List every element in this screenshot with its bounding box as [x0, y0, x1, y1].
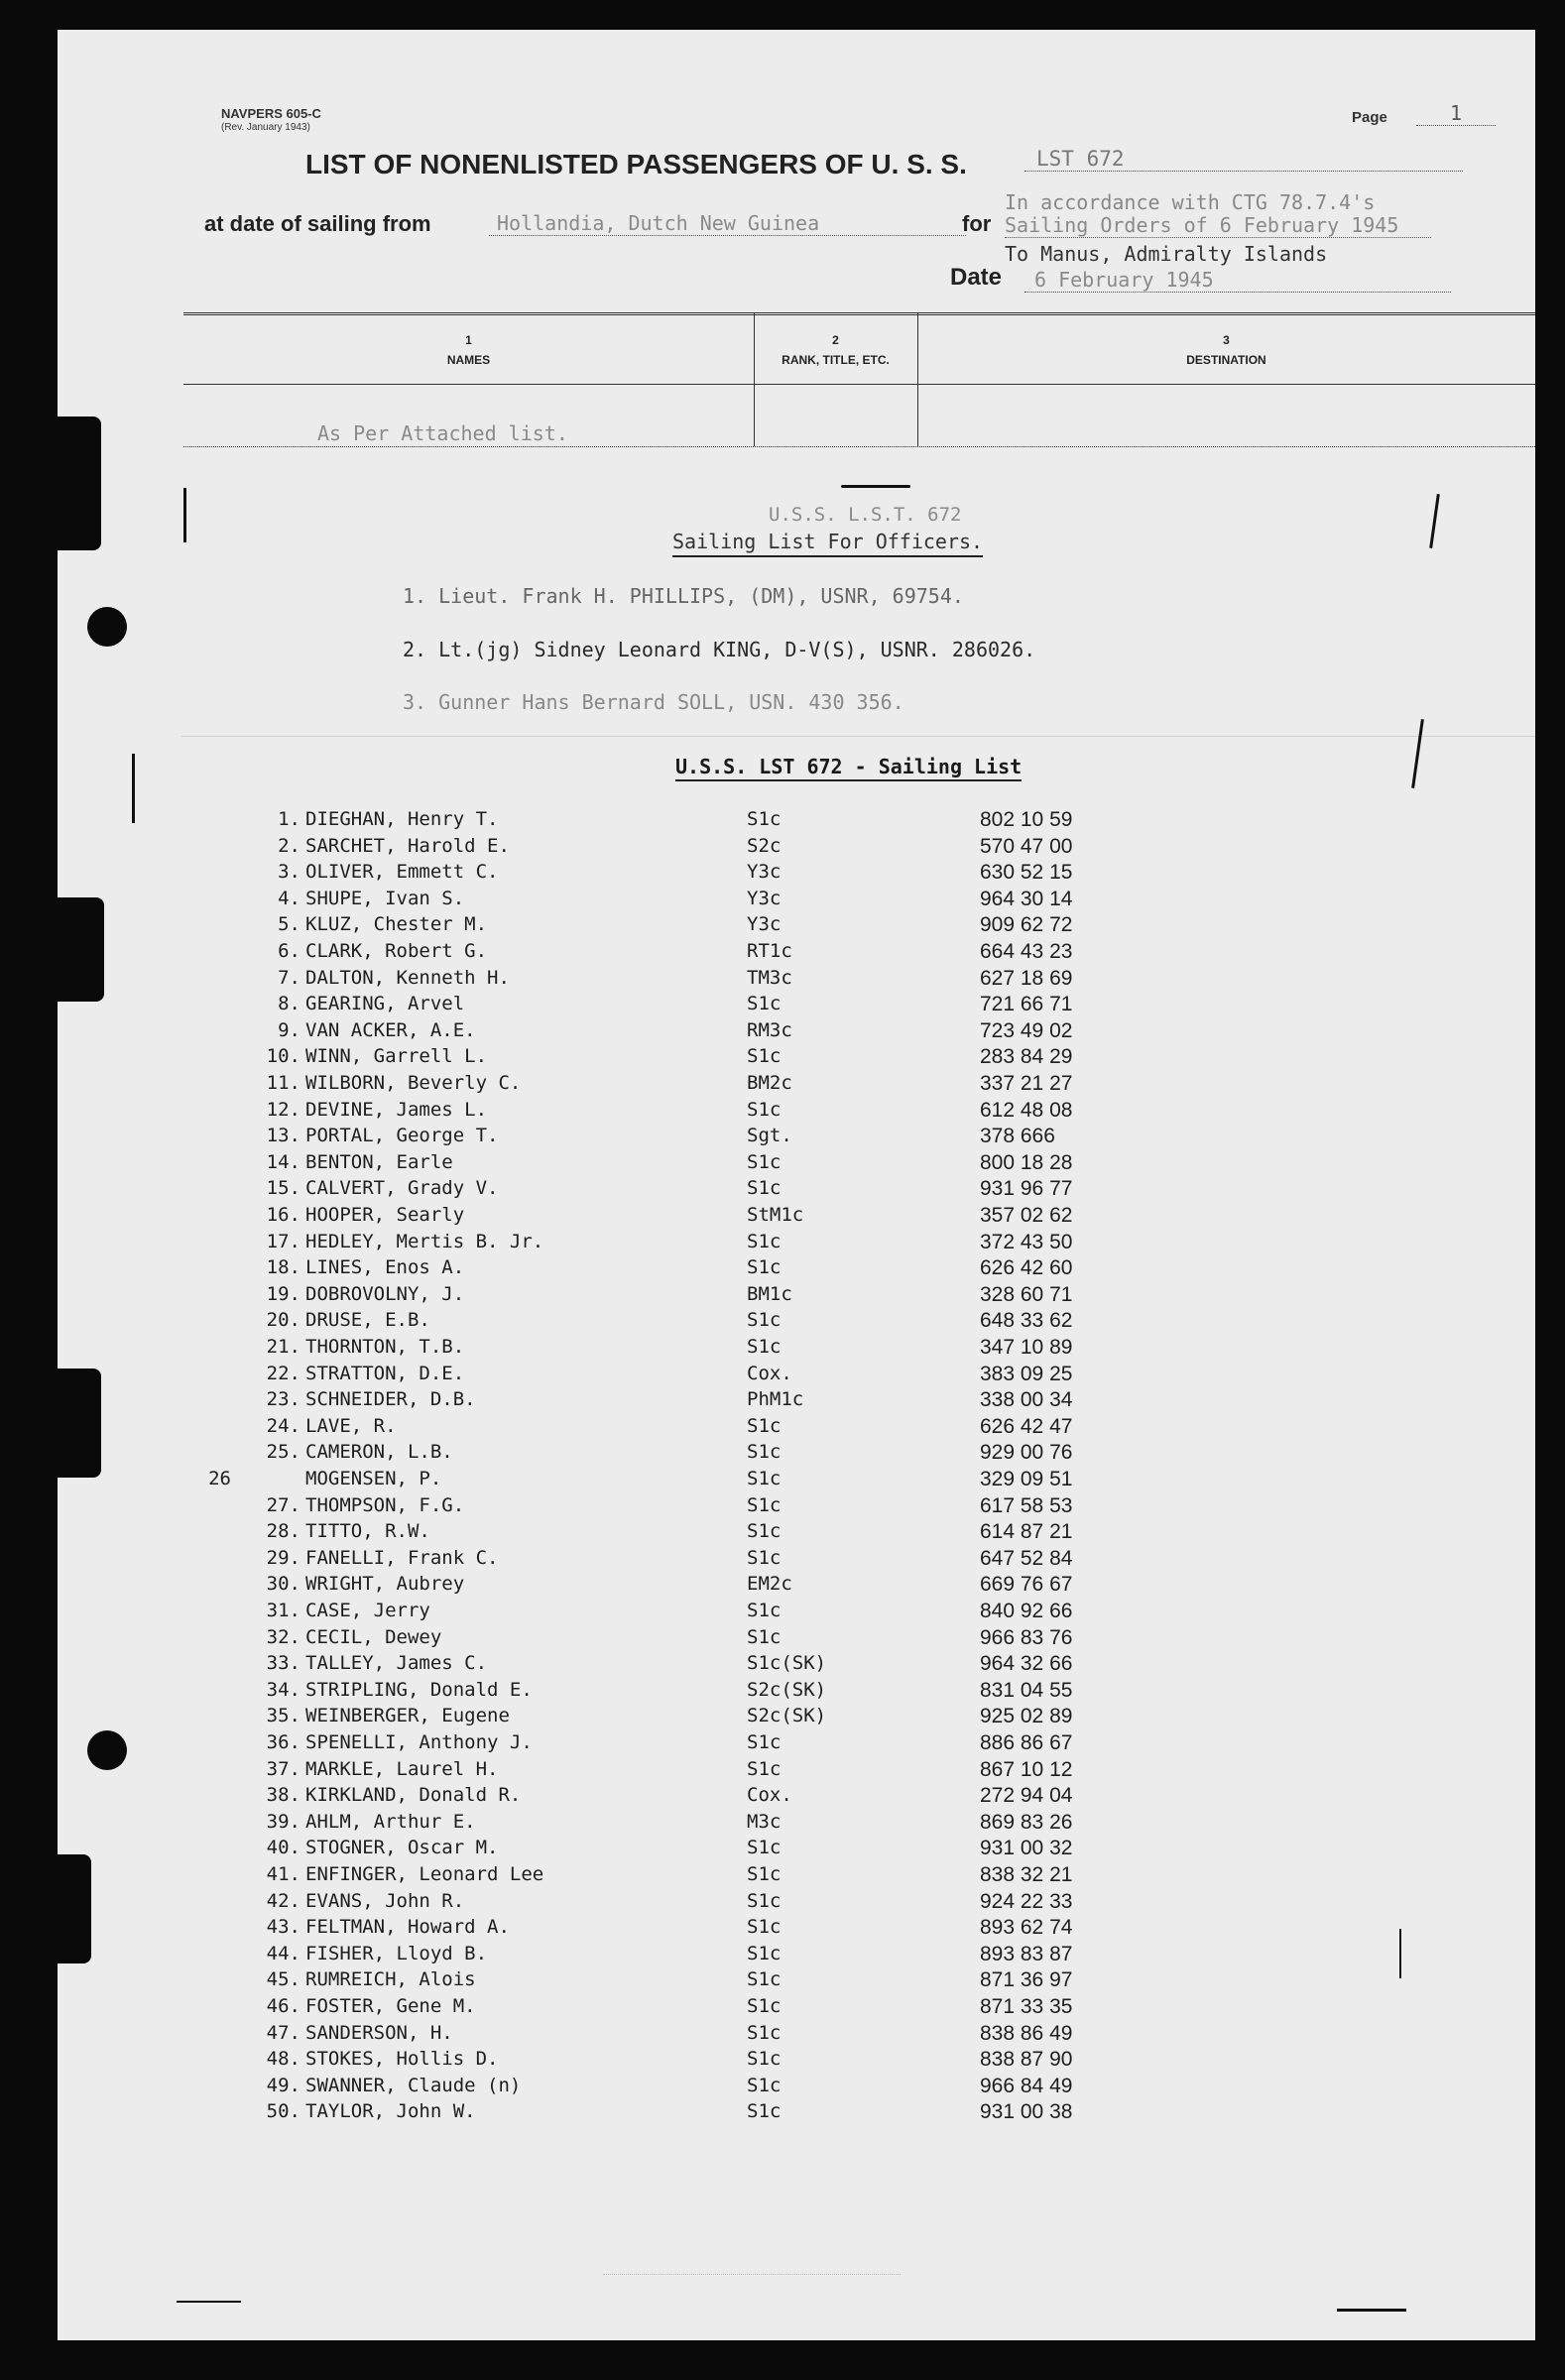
passenger-rank: RT1c — [747, 940, 792, 962]
passenger-rank: EM2c — [747, 1573, 792, 1596]
passenger-rank: S1c — [747, 1468, 782, 1489]
service-number: 964 30 14 — [980, 887, 1073, 910]
service-number: 328 60 71 — [980, 1282, 1073, 1306]
service-number: 867 10 12 — [980, 1757, 1073, 1781]
passenger-rank: TM3c — [747, 966, 792, 989]
table-row — [181, 1995, 1372, 2022]
row-number: 12. — [266, 1098, 301, 1121]
row-number: 43. — [266, 1916, 301, 1939]
row-number: 42. — [266, 1889, 301, 1912]
service-number: 886 86 67 — [980, 1731, 1073, 1754]
column-rank: 2 RANK, TITLE, ETC. — [782, 333, 890, 367]
passenger-rank: S1c — [747, 1625, 782, 1648]
row-number: 10. — [266, 1045, 301, 1068]
binder-clip — [30, 1854, 91, 1964]
passenger-rank: S1c — [747, 2074, 782, 2096]
passenger-name: KIRKLAND, Donald R. — [305, 1784, 522, 1807]
passenger-name: VAN ACKER, A.E. — [305, 1018, 476, 1041]
margin-mark — [177, 2301, 241, 2303]
passenger-name: THOMPSON, F.G. — [305, 1493, 465, 1516]
passenger-name: DALTON, Kenneth H. — [305, 966, 510, 989]
passenger-name: TAYLOR, John W. — [305, 2100, 476, 2123]
passenger-rank: Y3c — [747, 913, 782, 936]
service-number: 838 87 90 — [980, 2048, 1073, 2072]
margin-mark — [183, 488, 186, 542]
margin-mark — [841, 485, 910, 488]
passenger-rank: Sgt. — [747, 1125, 792, 1147]
row-number: 7. — [278, 966, 301, 989]
row-number: 50. — [266, 2100, 301, 2123]
passenger-rank: S1c — [747, 808, 782, 830]
for-line-1: In accordance with CTG 78.7.4's — [1005, 190, 1376, 214]
page-number: 1 — [1416, 101, 1496, 126]
service-number: 964 32 66 — [980, 1652, 1073, 1676]
passenger-rank: S2c(SK) — [747, 1678, 827, 1701]
service-number: 283 84 29 — [980, 1045, 1073, 1069]
row-number: 41. — [266, 1863, 301, 1885]
passenger-name: THORNTON, T.B. — [305, 1336, 465, 1358]
service-number: 626 42 60 — [980, 1256, 1073, 1280]
row-number: 18. — [266, 1256, 301, 1279]
passenger-rank: Y3c — [747, 861, 782, 884]
service-number: 378 666 — [980, 1125, 1055, 1148]
passenger-rank: S1c — [747, 1546, 782, 1569]
row-number: 28. — [266, 1520, 301, 1543]
table-row — [181, 1045, 1372, 1072]
passenger-rank: S2c(SK) — [747, 1705, 827, 1727]
table-row — [181, 1863, 1372, 1890]
table-row — [181, 1573, 1372, 1600]
row-number: 38. — [266, 1784, 301, 1807]
column-destination: 3 DESTINATION — [1186, 333, 1266, 367]
row-number: 37. — [266, 1757, 301, 1780]
passenger-name: DRUSE, E.B. — [305, 1309, 430, 1332]
table-row — [181, 1099, 1372, 1126]
passenger-rank: S1c(SK) — [747, 1652, 827, 1675]
passenger-rank: S1c — [747, 1837, 782, 1859]
for-label: for — [962, 211, 992, 236]
row-number: 8. — [278, 993, 301, 1015]
service-number: 338 00 34 — [980, 1388, 1073, 1412]
table-row — [181, 940, 1372, 967]
passenger-name: SPENELLI, Anthony J. — [305, 1731, 533, 1753]
service-number: 372 43 50 — [980, 1230, 1073, 1253]
table-row — [181, 861, 1372, 888]
margin-mark — [1337, 2309, 1406, 2312]
service-number: 924 22 33 — [980, 1889, 1073, 1913]
table-row — [181, 1652, 1372, 1679]
service-number: 357 02 62 — [980, 1204, 1073, 1227]
passenger-name: SWANNER, Claude (n) — [305, 2074, 522, 2096]
passenger-name: WRIGHT, Aubrey — [305, 1573, 465, 1596]
row-number: 29. — [266, 1546, 301, 1569]
table-row — [181, 1177, 1372, 1204]
passenger-name: RUMREICH, Alois — [305, 1968, 476, 1991]
service-number: 838 32 21 — [980, 1863, 1073, 1886]
passenger-rank: RM3c — [747, 1018, 792, 1041]
table-row — [181, 1151, 1372, 1178]
service-number: 871 33 35 — [980, 1995, 1073, 2018]
table-row — [181, 1784, 1372, 1811]
passenger-rank: S1c — [747, 1256, 782, 1279]
service-number: 931 96 77 — [980, 1177, 1073, 1201]
service-number: 723 49 02 — [980, 1018, 1073, 1042]
table-row — [181, 1468, 1372, 1494]
passenger-rank: S1c — [747, 1968, 782, 1991]
binder-clip — [30, 1368, 101, 1478]
table-row — [181, 1600, 1372, 1626]
passenger-name: FISHER, Lloyd B. — [305, 1942, 488, 1964]
passenger-name: CLARK, Robert G. — [305, 940, 488, 962]
table-row — [181, 1441, 1372, 1468]
date-value: 6 February 1945 — [1024, 268, 1451, 293]
officer-item-3: 3. Gunner Hans Bernard SOLL, USN. 430 356. — [403, 690, 904, 714]
table-row — [181, 1336, 1372, 1363]
service-number: 909 62 72 — [980, 913, 1073, 937]
row-number: 19. — [266, 1282, 301, 1305]
passenger-name: LAVE, R. — [305, 1414, 397, 1437]
row-number: 16. — [266, 1204, 301, 1226]
row-number: 24. — [266, 1414, 301, 1437]
for-line-2: Sailing Orders of 6 February 1945 — [1005, 213, 1431, 238]
footer-faint-line — [603, 2274, 901, 2275]
passenger-name: STOKES, Hollis D. — [305, 2048, 499, 2071]
service-number: 721 66 71 — [980, 993, 1073, 1016]
attached-list-note: As Per Attached list. — [317, 421, 568, 445]
table-row — [181, 1968, 1372, 1995]
row-number: 20. — [266, 1309, 301, 1332]
passenger-rank: S1c — [747, 1309, 782, 1332]
row-number: 30. — [266, 1573, 301, 1596]
passenger-name: CECIL, Dewey — [305, 1625, 442, 1648]
passenger-rank: S1c — [747, 2100, 782, 2123]
passenger-rank: S1c — [747, 1731, 782, 1753]
service-number: 614 87 21 — [980, 1520, 1073, 1544]
table-row — [181, 1705, 1372, 1731]
passenger-name: SANDERSON, H. — [305, 2021, 453, 2044]
row-number: 5. — [278, 913, 301, 936]
table-row — [181, 1072, 1372, 1099]
service-number: 869 83 26 — [980, 1810, 1073, 1834]
table-row — [181, 1415, 1372, 1442]
margin-mark — [132, 754, 135, 823]
row-number: 48. — [266, 2048, 301, 2071]
passenger-rank: S1c — [747, 1150, 782, 1173]
sailing-from-label: at date of sailing from — [204, 211, 431, 236]
document-title: LIST OF NONENLISTED PASSENGERS OF U. S. S. — [305, 149, 967, 179]
table-row — [181, 2048, 1372, 2075]
passenger-rank: S1c — [747, 1336, 782, 1358]
row-number: 33. — [266, 1652, 301, 1675]
service-number: 893 83 87 — [980, 1942, 1073, 1965]
service-number: 383 09 25 — [980, 1362, 1073, 1385]
table-row — [181, 913, 1372, 940]
service-number: 337 21 27 — [980, 1072, 1073, 1095]
passenger-name: SARCHET, Harold E. — [305, 834, 510, 857]
table-row — [181, 1283, 1372, 1310]
passenger-rank: Cox. — [747, 1784, 792, 1807]
row-number: 39. — [266, 1810, 301, 1833]
row-number: 49. — [266, 2074, 301, 2096]
passenger-name: KLUZ, Chester M. — [305, 913, 488, 936]
service-number: 669 76 67 — [980, 1573, 1073, 1597]
column-names: 1 NAMES — [446, 333, 491, 367]
passenger-name: SCHNEIDER, D.B. — [305, 1388, 476, 1411]
passenger-rank: S1c — [747, 1916, 782, 1939]
passenger-rank: S1c — [747, 2048, 782, 2071]
row-number: 17. — [266, 1230, 301, 1252]
table-row — [181, 808, 1372, 835]
service-number: 272 94 04 — [980, 1784, 1073, 1808]
table-row — [181, 1363, 1372, 1389]
table-row — [181, 1626, 1372, 1653]
sailing-list-section — [181, 736, 1535, 2340]
passenger-name: SHUPE, Ivan S. — [305, 887, 465, 909]
row-number: 44. — [266, 1942, 301, 1964]
table-row — [181, 1204, 1372, 1231]
passenger-rank: BM1c — [747, 1282, 792, 1305]
passenger-name: BENTON, Earle — [305, 1150, 453, 1173]
passenger-rank: Cox. — [747, 1362, 792, 1384]
service-number: 617 58 53 — [980, 1493, 1073, 1517]
row-number: 15. — [266, 1177, 301, 1200]
passenger-rank: S1c — [747, 1045, 782, 1068]
table-row — [181, 1309, 1372, 1336]
table-row — [181, 2075, 1372, 2101]
binder-clip — [30, 897, 104, 1002]
passenger-name: PORTAL, George T. — [305, 1125, 499, 1147]
row-number: 35. — [266, 1705, 301, 1727]
passenger-name: ENFINGER, Leonard Lee — [305, 1863, 544, 1885]
passenger-name: GEARING, Arvel — [305, 993, 465, 1015]
service-number: 626 42 47 — [980, 1414, 1073, 1438]
page-label: Page — [1352, 109, 1387, 126]
passenger-rank: S1c — [747, 2021, 782, 2044]
passenger-rank: M3c — [747, 1810, 782, 1833]
table-row — [181, 967, 1372, 994]
row-number: 40. — [266, 1837, 301, 1859]
passenger-name: TITTO, R.W. — [305, 1520, 430, 1543]
passenger-name: HEDLEY, Mertis B. Jr. — [305, 1230, 544, 1252]
table-row — [181, 1256, 1372, 1283]
table-row — [181, 1890, 1372, 1917]
service-number: 802 10 59 — [980, 808, 1073, 831]
table-row — [181, 888, 1372, 914]
table-row — [181, 1916, 1372, 1943]
service-number: 648 33 62 — [980, 1309, 1073, 1333]
row-number: 2. — [278, 834, 301, 857]
passenger-rank: StM1c — [747, 1204, 804, 1226]
passenger-rank: S1c — [747, 1863, 782, 1885]
row-number: 32. — [266, 1625, 301, 1648]
row-number: 3. — [278, 861, 301, 884]
service-number: 871 36 97 — [980, 1968, 1073, 1992]
form-revision: (Rev. January 1943) — [221, 122, 310, 133]
table-row — [181, 1019, 1372, 1046]
row-number: 1. — [278, 808, 301, 830]
service-number: 627 18 69 — [980, 966, 1073, 990]
row-number: 11. — [266, 1072, 301, 1094]
table-row — [181, 2100, 1372, 2127]
row-number: 13. — [266, 1125, 301, 1147]
margin-mark — [1399, 1929, 1401, 1978]
row-number: 22. — [266, 1362, 301, 1384]
table-row — [181, 1125, 1372, 1151]
passenger-rank: S1c — [747, 1889, 782, 1912]
passenger-rank: S1c — [747, 1441, 782, 1464]
passenger-name: LINES, Enos A. — [305, 1256, 465, 1279]
row-number: 23. — [266, 1388, 301, 1411]
passenger-rank: S1c — [747, 993, 782, 1015]
passenger-rank: S1c — [747, 1230, 782, 1252]
passenger-name: WINN, Garrell L. — [305, 1045, 488, 1068]
officers-heading-ship: U.S.S. L.S.T. 672 — [769, 504, 962, 526]
passenger-rank: S1c — [747, 1098, 782, 1121]
for-line-3: To Manus, Admiralty Islands — [1005, 242, 1328, 266]
passenger-rank: S1c — [747, 1493, 782, 1516]
table-row — [181, 1731, 1372, 1758]
officer-item-1: 1. Lieut. Frank H. PHILLIPS, (DM), USNR, 69754. — [403, 584, 964, 608]
service-number: 925 02 89 — [980, 1705, 1073, 1728]
passenger-name: DIEGHAN, Henry T. — [305, 808, 499, 830]
row-number: 26 — [208, 1468, 231, 1489]
passenger-name: FOSTER, Gene M. — [305, 1995, 476, 2017]
passenger-rank: S1c — [747, 1600, 782, 1621]
column-header-table — [183, 312, 1535, 471]
passenger-rank: BM2c — [747, 1072, 792, 1094]
table-row — [181, 993, 1372, 1019]
service-number: 893 62 74 — [980, 1916, 1073, 1940]
table-row — [181, 1811, 1372, 1838]
row-number: 31. — [266, 1600, 301, 1621]
service-number: 966 83 76 — [980, 1625, 1073, 1649]
passenger-rank: S1c — [747, 1995, 782, 2017]
service-number: 840 92 66 — [980, 1600, 1073, 1622]
punch-hole — [87, 1730, 127, 1770]
passenger-rank: S1c — [747, 1414, 782, 1437]
passenger-name: STOGNER, Oscar M. — [305, 1837, 499, 1859]
passenger-name: CAMERON, L.B. — [305, 1441, 453, 1464]
table-row — [181, 2022, 1372, 2049]
passenger-name: AHLM, Arthur E. — [305, 1810, 476, 1833]
passenger-name: DOBROVOLNY, J. — [305, 1282, 465, 1305]
form-number-text: NAVPERS 605-C — [221, 106, 321, 121]
service-number: 347 10 89 — [980, 1336, 1073, 1359]
passenger-name: WEINBERGER, Eugene — [305, 1705, 510, 1727]
passenger-rank: Y3c — [747, 887, 782, 909]
sailing-from-value: Hollandia, Dutch New Guinea — [489, 211, 966, 236]
row-number: 21. — [266, 1336, 301, 1358]
passenger-rank: S1c — [747, 1177, 782, 1200]
passenger-name: EVANS, John R. — [305, 1889, 465, 1912]
service-number: 612 48 08 — [980, 1098, 1073, 1122]
row-number: 45. — [266, 1968, 301, 1991]
row-number: 34. — [266, 1678, 301, 1701]
service-number: 931 00 38 — [980, 2100, 1073, 2124]
passenger-name: CASE, Jerry — [305, 1600, 430, 1621]
passenger-name: FELTMAN, Howard A. — [305, 1916, 510, 1939]
row-number: 47. — [266, 2021, 301, 2044]
passenger-name: TALLEY, James C. — [305, 1652, 488, 1675]
sailing-list-heading: U.S.S. LST 672 - Sailing List — [675, 755, 1022, 781]
row-number: 25. — [266, 1441, 301, 1464]
passenger-name: HOOPER, Searly — [305, 1204, 465, 1226]
table-row — [181, 1388, 1372, 1415]
service-number: 929 00 76 — [980, 1441, 1073, 1465]
row-number: 46. — [266, 1995, 301, 2017]
passenger-name: CALVERT, Grady V. — [305, 1177, 499, 1200]
table-row — [181, 1520, 1372, 1547]
table-row — [181, 1547, 1372, 1574]
punch-hole — [87, 607, 127, 647]
table-row — [181, 1758, 1372, 1785]
service-number: 630 52 15 — [980, 861, 1073, 885]
service-number: 966 84 49 — [980, 2074, 1073, 2097]
binder-clip — [30, 416, 101, 550]
service-number: 931 00 32 — [980, 1837, 1073, 1860]
table-row — [181, 1494, 1372, 1521]
row-number: 27. — [266, 1493, 301, 1516]
date-label: Date — [950, 264, 1003, 291]
passenger-name: FANELLI, Frank C. — [305, 1546, 499, 1569]
ship-name: LST 672 — [1024, 147, 1463, 172]
row-number: 9. — [278, 1018, 301, 1041]
row-number: 14. — [266, 1150, 301, 1173]
passenger-name: WILBORN, Beverly C. — [305, 1072, 522, 1094]
table-row — [181, 1679, 1372, 1706]
officers-list-section — [181, 474, 1530, 737]
document-sheet — [58, 30, 1535, 2340]
passenger-name: MARKLE, Laurel H. — [305, 1757, 499, 1780]
passenger-name: MOGENSEN, P. — [305, 1468, 442, 1489]
passenger-rank: S2c — [747, 834, 782, 857]
row-number: 6. — [278, 940, 301, 962]
row-number: 4. — [278, 887, 301, 909]
passenger-rank: S1c — [747, 1520, 782, 1543]
passenger-name: STRATTON, D.E. — [305, 1362, 465, 1384]
passenger-name: STRIPLING, Donald E. — [305, 1678, 533, 1701]
service-number: 838 86 49 — [980, 2021, 1073, 2045]
service-number: 329 09 51 — [980, 1468, 1073, 1490]
service-number: 570 47 00 — [980, 834, 1073, 858]
service-number: 831 04 55 — [980, 1678, 1073, 1702]
table-row — [181, 835, 1372, 862]
officer-item-2: 2. Lt.(jg) Sidney Leonard KING, D-V(S), USNR. 286026. — [403, 638, 1036, 661]
passenger-name: OLIVER, Emmett C. — [305, 861, 499, 884]
officers-heading-title: Sailing List For Officers. — [672, 530, 983, 557]
service-number: 800 18 28 — [980, 1150, 1073, 1174]
table-row — [181, 1943, 1372, 1969]
service-number: 647 52 84 — [980, 1546, 1073, 1570]
service-number: 664 43 23 — [980, 940, 1073, 963]
form-number — [221, 107, 321, 135]
passenger-rank: S1c — [747, 1942, 782, 1964]
table-row — [181, 1837, 1372, 1863]
passenger-name: DEVINE, James L. — [305, 1098, 488, 1121]
passenger-rank: S1c — [747, 1757, 782, 1780]
row-number: 36. — [266, 1731, 301, 1753]
table-row — [181, 1231, 1372, 1257]
passenger-rank: PhM1c — [747, 1388, 804, 1411]
